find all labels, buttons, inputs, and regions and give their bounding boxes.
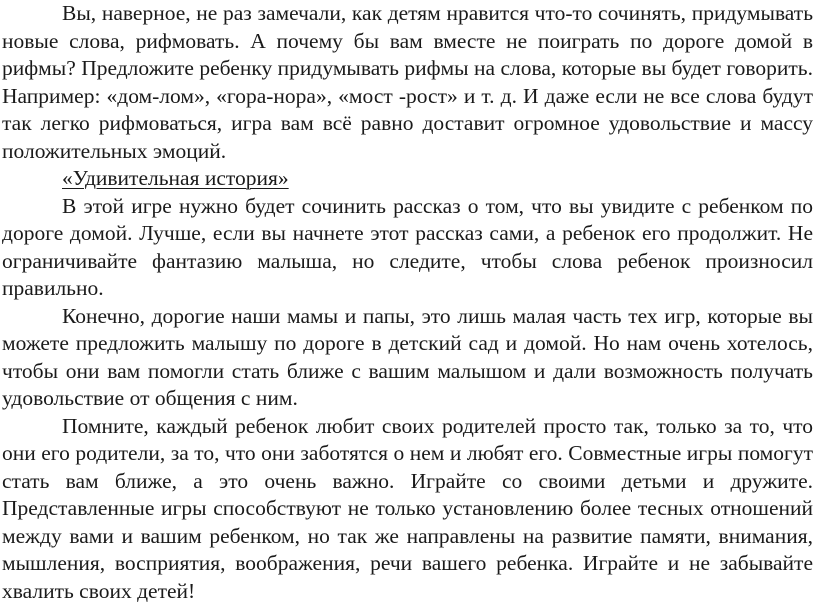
- game-heading-text: «Удивительная история»: [62, 166, 289, 190]
- paragraph-parents-note: Конечно, дорогие наши мамы и папы, это лишь малая часть тех игр, которые вы можете предложить малышу по дороге в детский сад и домой. Но нам очень хотелось, чтобы они вам помогли стать ближе с вашим малышом и дали возможность получать удовольствие от общения с ним.: [2, 303, 813, 413]
- paragraph-story-game: В этой игре нужно будет сочинить рассказ о том, что вы увидите с ребенком по дороге домой. Лучше, если вы начнете этот рассказ сами, а ребенок его продолжит. Не ограничивайте фантазию малыша, но следите, чтобы слова ребенок произносил правильно.: [2, 193, 813, 303]
- paragraph-conclusion: Помните, каждый ребенок любит своих родителей просто так, только за то, что они его родители, за то, что они заботятся о нем и любят его. Совместные игры помогут стать вам ближе, а это очень важно. Играйте со своими детьми и дружите. Представленные игры способствуют не только установлению более тесных отношений между вами и вашим ребенком, но так же направлены на развитие памяти, внимания, мышления, восприятия, воображения, речи вашего ребенка. Играйте и не забывайте хвалить своих детей!: [2, 413, 813, 605]
- game-heading: [2, 165, 813, 193]
- paragraph-rhymes: Вы, наверное, не раз замечали, как детям нравится что-то сочинять, придумывать новые слова, рифмовать. А почему бы вам вместе не поиграть по дороге домой в рифмы? Предложите ребенку придумывать рифмы на слова, которые вы будет говорить. Например: «дом-лом», «гора-нора», «мост -рост» и т. д. И даже если не все слова будут так легко рифмоваться, игра вам всё равно доставит огромное удовольствие и массу положительных эмоций.: [2, 0, 813, 165]
